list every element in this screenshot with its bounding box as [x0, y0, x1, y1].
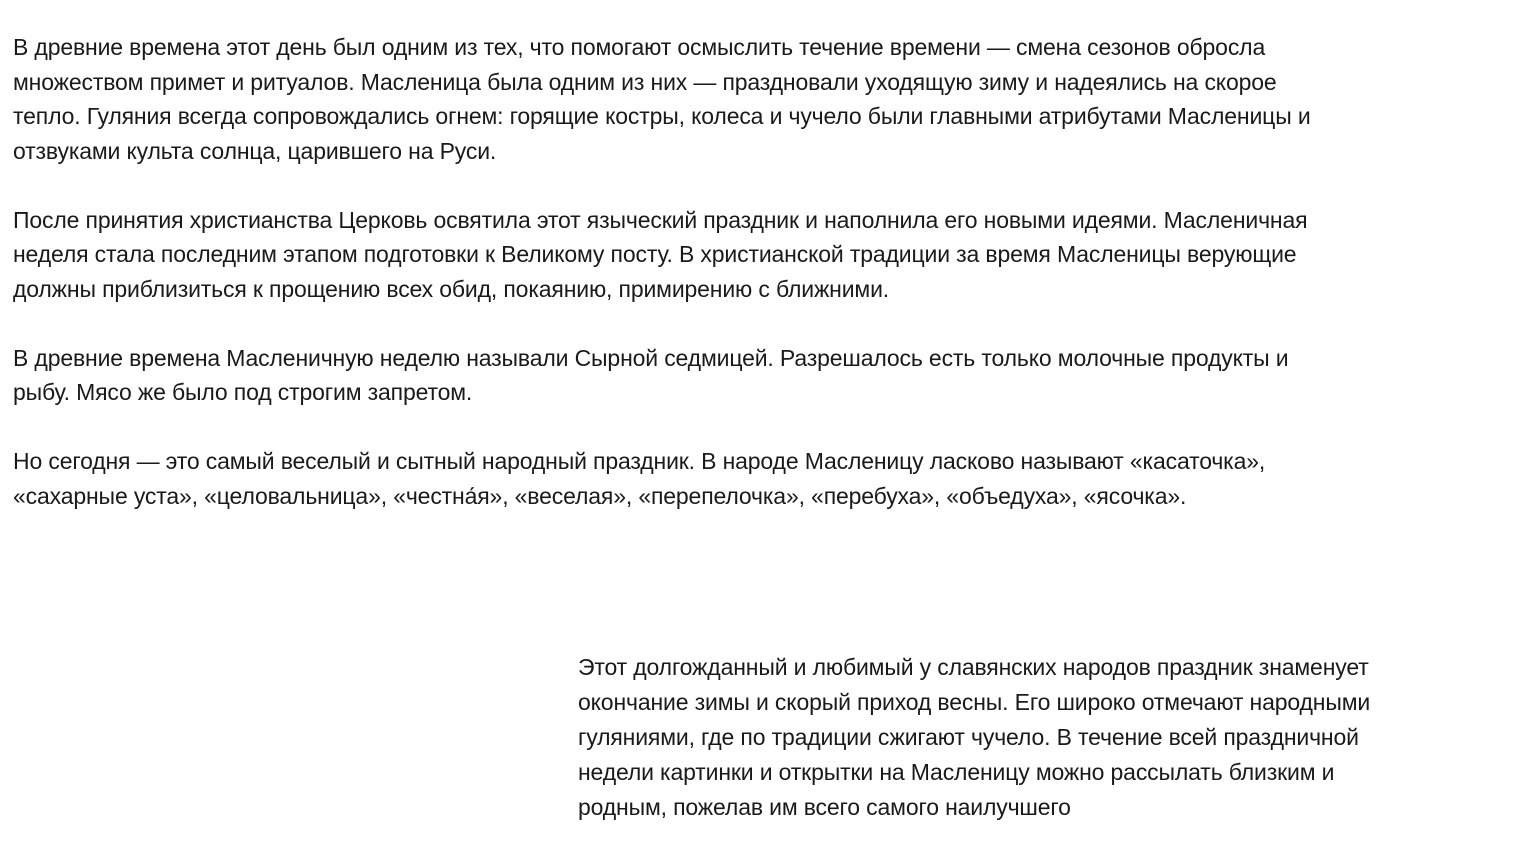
text-line: После принятия христианства Церковь освятила этот языческий праздник и наполнила его новыми идеями. Масленичная [13, 206, 1308, 233]
text-line: гуляниями, где по традиции сжигают чучело. В течение всей праздничной [578, 724, 1359, 750]
text-line: недели картинки и открытки на Масленицу можно рассылать близким и [578, 759, 1335, 785]
paragraph-today [13, 444, 1523, 513]
main-text-block [13, 30, 1523, 548]
text-line: Но сегодня — это самый веселый и сытный народный праздник. В народе Масленицу ласково называют «касаточка», [13, 448, 1266, 474]
paragraph-christianity [13, 203, 1523, 307]
text-line: неделя стала последним этапом подготовки к Великому посту. В христианской традиции за время Масленицы верующие [13, 241, 1297, 267]
text-line: рыбу. Мясо же было под строгим запретом. [13, 379, 473, 405]
text-line: «сахарные уста», «целовальница», «честна́я», «веселая», «перепелочка», «перебуха», «объедуха», «ясочка». [13, 482, 1187, 509]
text-line: отзвуками культа солнца, царившего на Руси. [13, 137, 497, 164]
paragraph-cheese-week [13, 341, 1523, 410]
paragraph-history [13, 30, 1523, 168]
text-line: Этот долгожданный и любимый у славянских народов праздник знаменует [578, 654, 1369, 680]
text-line: множеством примет и ритуалов. Масленица была одним из них — праздновали уходящую зиму и надеялись на скорое [13, 68, 1277, 95]
text-line: В древние времена Масленичную неделю называли Сырной седмицей. Разрешалось есть только молочные продукты и [13, 344, 1289, 371]
text-line: В древние времена этот день был одним из тех, что помогают осмыслить течение времени — смена сезонов обросла [13, 34, 1266, 60]
paragraph-greeting [578, 650, 1523, 825]
text-line: тепло. Гуляния всегда сопровождались огнем: горящие костры, колеса и чучело были главными атрибутами Масленицы и [13, 103, 1311, 129]
side-text-block [578, 650, 1523, 825]
text-line: окончание зимы и скорый приход весны. Его широко отмечают народными [578, 689, 1371, 715]
text-line: родным, пожелав им всего самого наилучшего [578, 794, 1071, 820]
text-line: должны приблизиться к прощению всех обид, покаянию, примирению с ближними. [13, 275, 890, 302]
